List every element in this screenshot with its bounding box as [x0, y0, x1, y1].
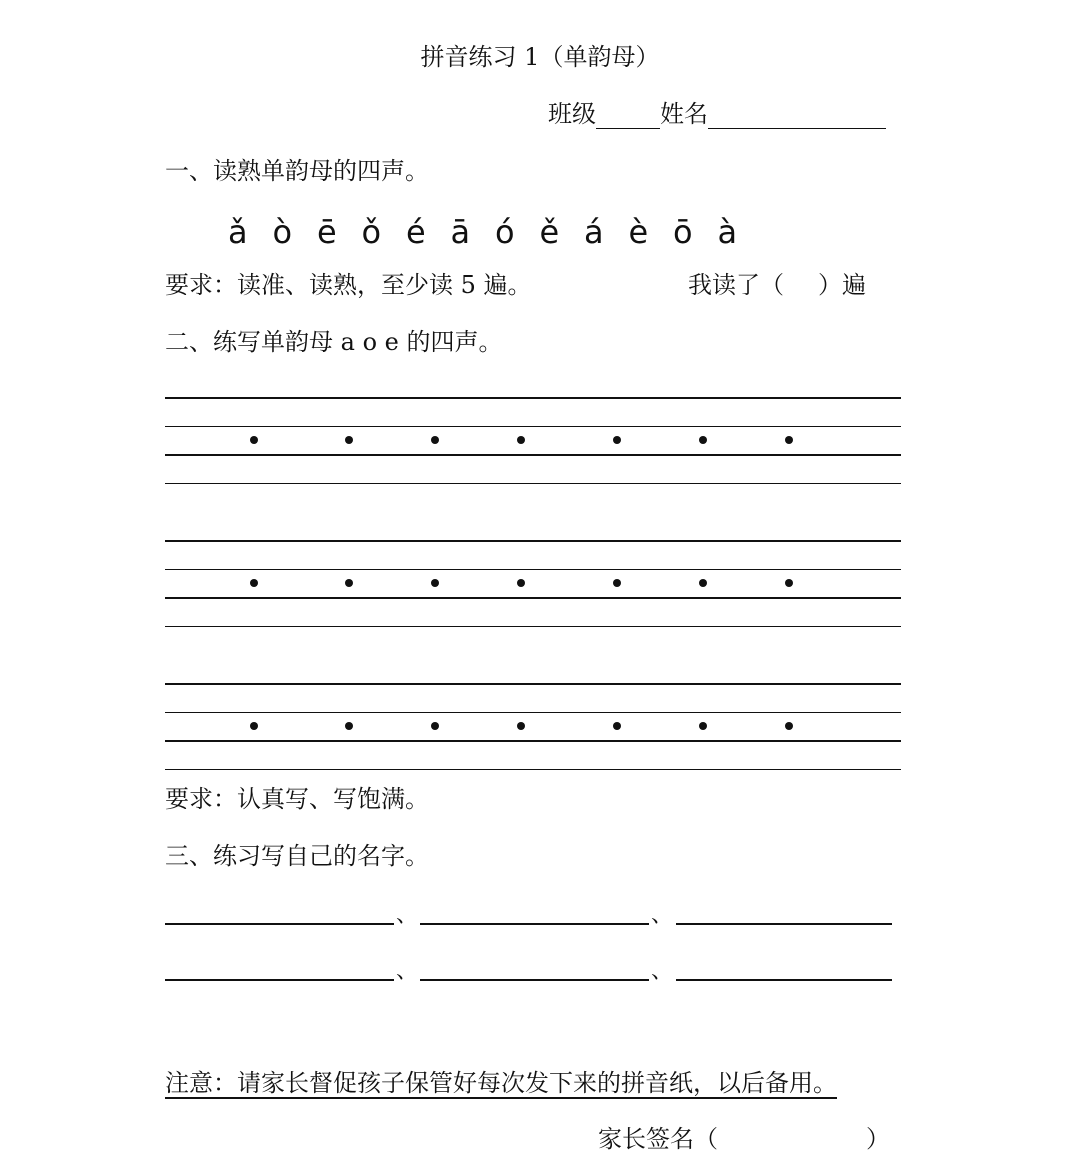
ruling-line: [165, 683, 901, 685]
guide-dot: [431, 579, 439, 587]
name-separator: 、: [651, 959, 674, 984]
guide-dot: [345, 722, 353, 730]
section2-requirement: 要求：认真写、写饱满。: [165, 785, 429, 813]
ruling-line: [165, 769, 901, 771]
guide-dot: [250, 722, 258, 730]
tone-vowel: è: [628, 213, 649, 251]
name-blank-line[interactable]: [420, 979, 649, 981]
ruling-line: [165, 397, 901, 399]
ruling-line: [165, 740, 901, 742]
guide-dot: [345, 579, 353, 587]
name-blank-line[interactable]: [420, 923, 649, 925]
tone-vowel: á: [584, 213, 604, 251]
guide-dot: [431, 436, 439, 444]
ruling-line: [165, 626, 901, 628]
ruling-line: [165, 483, 901, 485]
section2-heading: 二、练写单韵母 a o e 的四声。: [165, 328, 503, 356]
parent-signature: [598, 1124, 890, 1154]
name-blank-line[interactable]: [676, 979, 892, 981]
guide-dot: [517, 722, 525, 730]
tone-vowel: ò: [272, 213, 293, 251]
name-blank-line[interactable]: [676, 923, 892, 925]
class-label: 班级: [548, 100, 596, 128]
guide-dot: [699, 722, 707, 730]
guide-dot: [785, 579, 793, 587]
guide-dot: [613, 579, 621, 587]
guide-dot: [250, 436, 258, 444]
guide-dot: [785, 436, 793, 444]
signature-close: ）: [866, 1125, 890, 1153]
ruling-line: [165, 540, 901, 542]
tone-vowel: à: [717, 213, 738, 251]
name-separator: 、: [396, 959, 419, 984]
tone-vowel: ǎ: [228, 213, 248, 251]
section1-heading: 一、读熟单韵母的四声。: [165, 157, 429, 185]
guide-dot: [699, 579, 707, 587]
tone-vowel: ǒ: [361, 213, 382, 251]
section3-heading: 三、练习写自己的名字。: [165, 842, 429, 870]
guide-dot: [699, 436, 707, 444]
guide-dot: [250, 579, 258, 587]
tone-vowel: ō: [673, 213, 693, 251]
section1-requirement: 要求：读准、读熟，至少读 5 遍。: [165, 271, 532, 299]
class-field[interactable]: [596, 104, 660, 129]
ruling-line: [165, 569, 901, 571]
ruling-line: [165, 712, 901, 714]
read-count: [688, 270, 866, 300]
guide-dot: [517, 436, 525, 444]
tone-vowel: ó: [495, 213, 515, 251]
read-count-prefix: 我读了（: [688, 271, 784, 299]
guide-dot: [517, 579, 525, 587]
ruling-line: [165, 597, 901, 599]
guide-dot: [431, 722, 439, 730]
guide-dot: [785, 722, 793, 730]
signature-label: 家长签名（: [598, 1125, 718, 1153]
page-title: 拼音练习 1（单韵母）: [420, 43, 660, 71]
ruling-line: [165, 426, 901, 428]
tone-vowel: ē: [317, 213, 337, 251]
name-separator: 、: [396, 903, 419, 928]
tone-vowel: ě: [539, 213, 560, 251]
ruling-line: [165, 454, 901, 456]
name-label: 姓名: [660, 100, 708, 128]
tone-list: [228, 214, 762, 250]
guide-dot: [345, 436, 353, 444]
name-separator: 、: [651, 903, 674, 928]
name-blank-line[interactable]: [165, 923, 394, 925]
parent-notice: 注意：请家长督促孩子保管好每次发下来的拼音纸，以后备用。: [165, 1069, 837, 1097]
tone-vowel: ā: [450, 213, 471, 251]
name-field[interactable]: [708, 104, 886, 129]
read-count-suffix: ）遍: [818, 271, 866, 299]
tone-vowel: é: [406, 213, 426, 251]
class-name-header: [548, 99, 886, 129]
name-blank-line[interactable]: [165, 979, 394, 981]
guide-dot: [613, 436, 621, 444]
guide-dot: [613, 722, 621, 730]
